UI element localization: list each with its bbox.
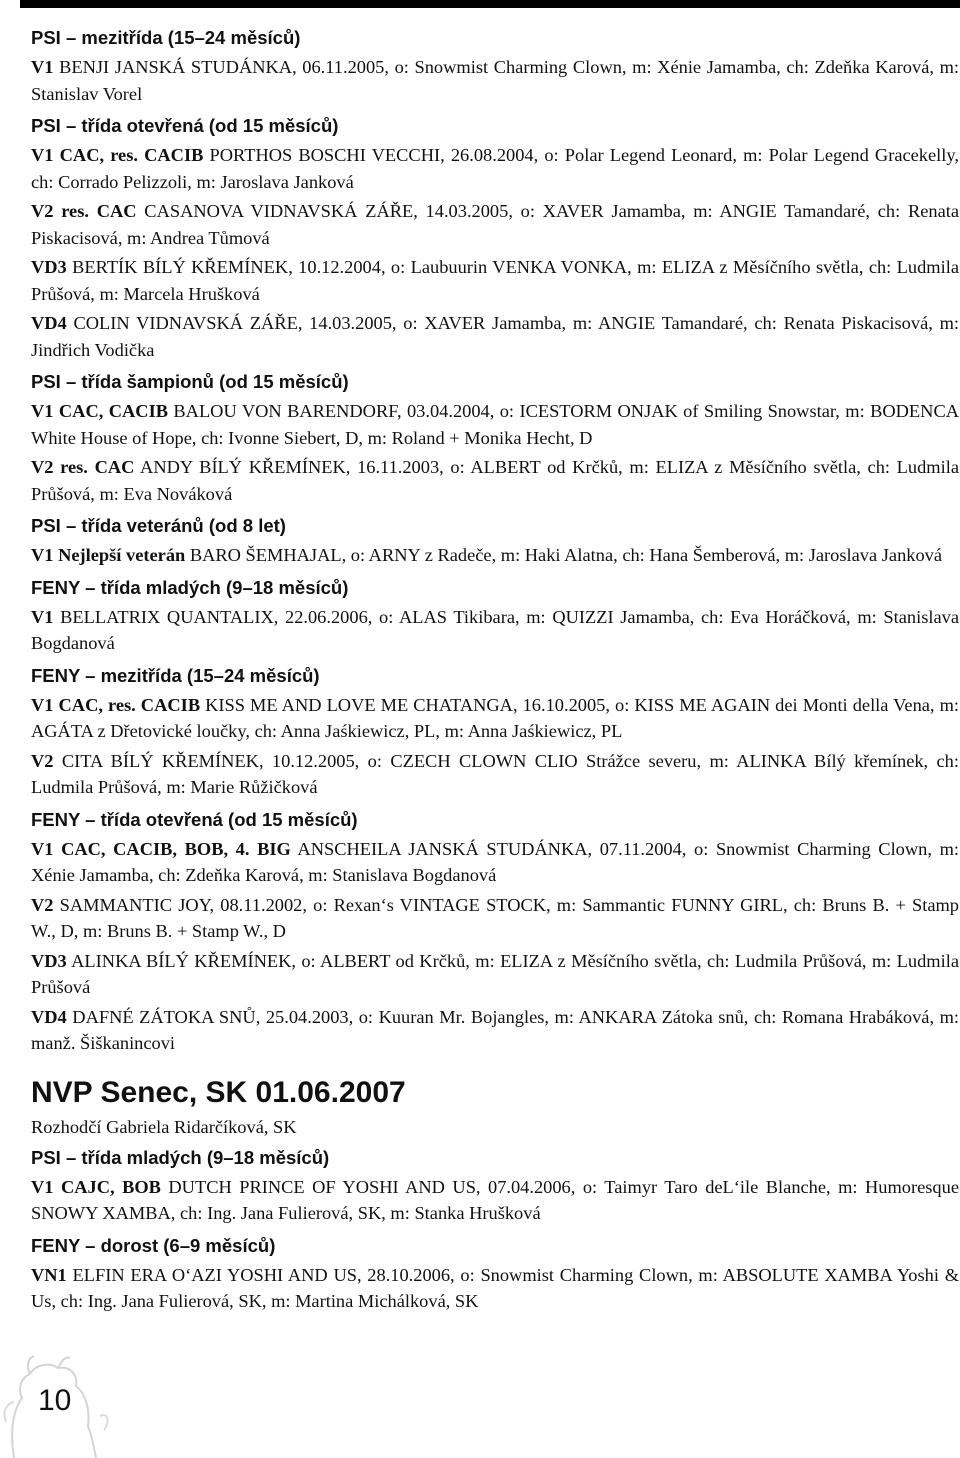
dog-details: ELFIN ERA O‘AZI YOSHI AND US, 28.10.2006, o: Snowmist Charming Clown, m: ABSOLUTE XAMBA Yoshi & Us, ch: Ing. Jana Fulierová, SK, m: Martina Michálková, SK	[31, 1264, 959, 1311]
class-heading: FENY – třída mladých (9–18 měsíců)	[31, 576, 349, 598]
result-entry	[31, 142, 959, 195]
dog-details: COLIN VIDNAVSKÁ ZÁŘE, 14.03.2005, o: XAVER Jamamba, m: ANGIE Tamandaré, ch: Renata Piskacisová, m: Jindřich Vodička	[31, 313, 959, 360]
placement-label: VD3	[31, 257, 67, 277]
result-entry	[31, 892, 959, 945]
placement-label: V1	[31, 57, 54, 77]
result-entry	[31, 1174, 959, 1227]
dog-details: PORTHOS BOSCHI VECCHI, 26.08.2004, o: Polar Legend Leonard, m: Polar Legend Gracekelly, ch: Corrado Pelizzoli, m: Jaroslava Janková	[31, 145, 959, 192]
dog-details: SAMMANTIC JOY, 08.11.2002, o: Rexan‘s VINTAGE STOCK, m: Sammantic FUNNY GIRL, ch: Bruns B. + Stamp W., D, m: Bruns B. + Stamp W., D	[31, 894, 959, 941]
class-section	[31, 514, 959, 576]
class-heading: PSI – třída mladých (9–18 měsíců)	[31, 1146, 330, 1168]
placement-label: V2 res. CAC	[31, 457, 135, 477]
page-number: 10	[38, 1384, 72, 1417]
result-entry	[31, 948, 959, 1001]
dog-details: BARO ŠEMHAJAL, o: ARNY z Radeče, m: Haki Alatna, ch: Hana Šemberová, m: Jaroslava Janková	[185, 545, 943, 565]
class-section	[31, 26, 959, 114]
placement-label: V1 CAJC, BOB	[31, 1176, 161, 1197]
result-entry	[31, 254, 959, 307]
dog-details: CASANOVA VIDNAVSKÁ ZÁŘE, 14.03.2005, o: XAVER Jamamba, m: ANGIE Tamandaré, ch: Renata Piskacisová, m: Andrea Tůmová	[31, 201, 960, 248]
dog-details: CITA BÍLÝ KŘEMÍNEK, 10.12.2005, o: CZECH CLOWN CLIO Strážce severu, m: ALINKA Bílý křemínek, ch: Ludmila Průšová, m: Marie Růžičková	[31, 750, 959, 797]
top-rule	[20, 0, 960, 8]
result-entry	[31, 748, 959, 801]
judge-line: Rozhodčí Gabriela Ridarčíková, SK	[31, 1116, 297, 1137]
bottom-sections	[31, 1146, 959, 1322]
class-heading: PSI – mezitřída (15–24 měsíců)	[31, 27, 301, 48]
placement-label: VN1	[31, 1264, 67, 1285]
class-section	[31, 1146, 959, 1234]
placement-label: V2 res. CAC	[31, 201, 137, 221]
result-entry	[31, 310, 959, 363]
class-heading: FENY – mezitřída (15–24 měsíců)	[31, 664, 320, 686]
result-entry	[31, 454, 959, 507]
dog-details: DAFNÉ ZÁTOKA SNŮ, 25.04.2003, o: Kuuran Mr. Bojangles, m: ANKARA Zátoka snů, ch: Romana Hrabáková, m: manž. Šiškanincovi	[31, 1006, 959, 1053]
result-entry	[31, 692, 959, 745]
event-title: NVP Senec, SK 01.06.2007	[31, 1075, 406, 1109]
placement-label: VD3	[31, 950, 67, 971]
result-entry	[31, 542, 959, 569]
dog-details: BALOU VON BARENDORF, 03.04.2004, o: ICESTORM ONJAK of Smiling Snowstar, m: BODENCA White House of Hope, ch: Ivonne Siebert, D, m: Roland + Monika Hecht, D	[31, 401, 959, 448]
class-section	[31, 808, 959, 1064]
placement-label: V2	[31, 750, 54, 771]
placement-label: V1 CAC, CACIB, BOB, 4. BIG	[31, 838, 291, 859]
placement-label: V1 CAC, res. CACIB	[31, 694, 201, 715]
dog-details: ALINKA BÍLÝ KŘEMÍNEK, o: ALBERT od Krčků, m: ELIZA z Měsíčního světla, ch: Ludmila Průšová, m: Ludmila Průšová	[31, 950, 959, 997]
result-entry	[31, 198, 959, 251]
dog-details: DUTCH PRINCE OF YOSHI AND US, 07.04.2006, o: Taimyr Taro deL‘ile Blanche, m: Humoresque SNOWY XAMBA, ch: Ing. Jana Fulierová, SK, m: Stanka Hrušková	[31, 1176, 959, 1223]
dog-details: BERTÍK BÍLÝ KŘEMÍNEK, 10.12.2004, o: Laubuurin VENKA VONKA, m: ELIZA z Měsíčního světla, ch: Ludmila Průšová, m: Marcela Hrušková	[31, 257, 959, 304]
dog-details: BELLATRIX QUANTALIX, 22.06.2006, o: ALAS Tikibara, m: QUIZZI Jamamba, ch: Eva Horáčková, m: Stanislava Bogdanová	[31, 606, 959, 653]
dog-details: BENJI JANSKÁ STUDÁNKA, 06.11.2005, o: Snowmist Charming Clown, m: Xénie Jamamba, ch: Zdeňka Karová, m: Stanislav Vorel	[31, 57, 959, 104]
top-sections	[31, 26, 959, 1064]
class-section	[31, 370, 959, 514]
result-entry	[31, 398, 959, 451]
class-section	[31, 664, 959, 808]
class-heading: PSI – třída šampionů (od 15 měsíců)	[31, 371, 349, 392]
class-section	[31, 1234, 959, 1322]
result-entry	[31, 54, 959, 107]
dog-details: ANDY BÍLÝ KŘEMÍNEK, 16.11.2003, o: ALBERT od Krčků, m: ELIZA z Měsíčního světla, ch: Ludmila Průšová, m: Eva Nováková	[31, 457, 959, 504]
class-section	[31, 576, 959, 664]
placement-label: VD4	[31, 313, 67, 333]
class-heading: FENY – dorost (6–9 měsíců)	[31, 1234, 276, 1256]
placement-label: V1 Nejlepší veterán	[31, 545, 186, 565]
class-section	[31, 114, 959, 370]
dog-details: ANSCHEILA JANSKÁ STUDÁNKA, 07.11.2004, o: Snowmist Charming Clown, m: Xénie Jamamba, ch: Zdeňka Karová, m: Stanislava Bogdanová	[31, 838, 959, 885]
result-entry	[31, 604, 959, 657]
class-heading: PSI – třída veteránů (od 8 let)	[31, 515, 286, 536]
dog-details: KISS ME AND LOVE ME CHATANGA, 16.10.2005, o: KISS ME AGAIN dei Monti della Vena, m: AGÁTA z Dřetovické loučky, ch: Anna Jaśkiewicz, PL, m: Anna Jaśkiewicz, PL	[31, 694, 959, 741]
placement-label: V1 CAC, res. CACIB	[31, 145, 204, 165]
placement-label: VD4	[31, 1006, 67, 1027]
class-heading: FENY – třída otevřená (od 15 měsíců)	[31, 808, 358, 830]
result-entry	[31, 836, 959, 889]
placement-label: V1	[31, 606, 54, 627]
results-content	[31, 26, 959, 1322]
result-entry	[31, 1262, 959, 1315]
class-heading: PSI – třída otevřená (od 15 měsíců)	[31, 115, 339, 136]
placement-label: V1 CAC, CACIB	[31, 401, 168, 421]
placement-label: V2	[31, 894, 54, 915]
result-entry	[31, 1004, 959, 1057]
